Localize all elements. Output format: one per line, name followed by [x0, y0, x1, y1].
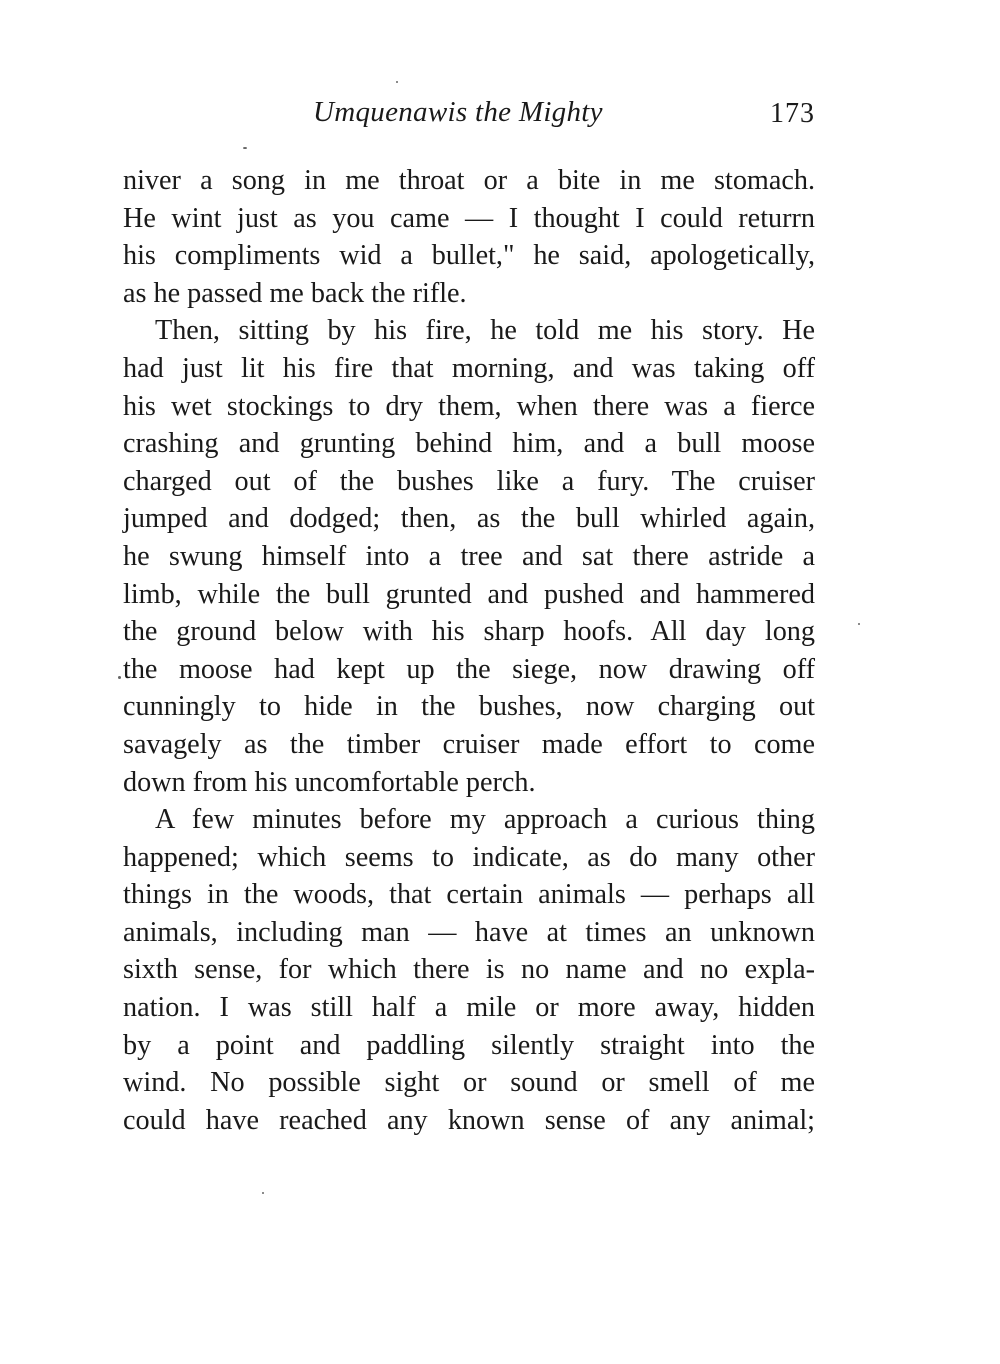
text-line: savagely as the timber cruiser made effort to come [123, 728, 815, 760]
text-line: A few minutes before my approach a curious thing [155, 804, 815, 836]
text-line: sixth sense, for which there is no name and no expla- [123, 954, 815, 986]
text-line: could have reached any known sense of any animal; [123, 1104, 815, 1136]
text-line: down from his uncomfortable perch. [123, 766, 536, 798]
paragraph-2 [123, 312, 815, 801]
scan-speck [118, 676, 121, 679]
text-line: wind. No possible sight or sound or smell of me [123, 1067, 815, 1099]
text-line: He wint just as you came — I thought I could returrn [123, 202, 815, 234]
scan-speck [243, 147, 247, 149]
text-line: he swung himself into a tree and sat there astride a [123, 540, 815, 572]
text-line: nation. I was still half a mile or more away, hidden [123, 992, 815, 1024]
paragraph-1 [123, 162, 815, 312]
running-title: Umquenawis the Mighty [313, 96, 603, 128]
text-line: charged out of the bushes like a fury. The cruiser [123, 465, 815, 497]
body-text [123, 162, 815, 1139]
page-number: 173 [770, 98, 815, 129]
text-line: the moose had kept up the siege, now drawing off [123, 653, 815, 685]
text-line: had just lit his fire that morning, and was taking off [123, 352, 815, 384]
text-line: by a point and paddling silently straight into the [123, 1029, 815, 1061]
text-line: Then, sitting by his fire, he told me his story. He [155, 315, 815, 347]
paragraph-3 [123, 801, 815, 1139]
text-line: jumped and dodged; then, as the bull whirled again, [123, 503, 815, 535]
text-line: the ground below with his sharp hoofs. All day long [123, 616, 815, 648]
text-line: animals, including man — have at times an unknown [123, 916, 815, 948]
text-line: things in the woods, that certain animals — perhaps all [123, 879, 815, 911]
text-line: niver a song in me throat or a bite in me stomach. [123, 165, 815, 196]
running-header [123, 96, 815, 140]
scan-speck [396, 81, 398, 83]
text-line: crashing and grunting behind him, and a bull moose [123, 428, 815, 460]
scan-speck [262, 1192, 264, 1194]
text-line: his compliments wid a bullet," he said, apologetically, [123, 240, 815, 272]
text-line: happened; which seems to indicate, as do many other [123, 841, 815, 873]
text-line: his wet stockings to dry them, when there was a fierce [123, 390, 815, 422]
scan-speck [858, 623, 860, 625]
text-line: cunningly to hide in the bushes, now charging out [123, 691, 815, 723]
text-line: limb, while the bull grunted and pushed and hammered [123, 578, 815, 610]
text-line: as he passed me back the rifle. [123, 277, 467, 309]
